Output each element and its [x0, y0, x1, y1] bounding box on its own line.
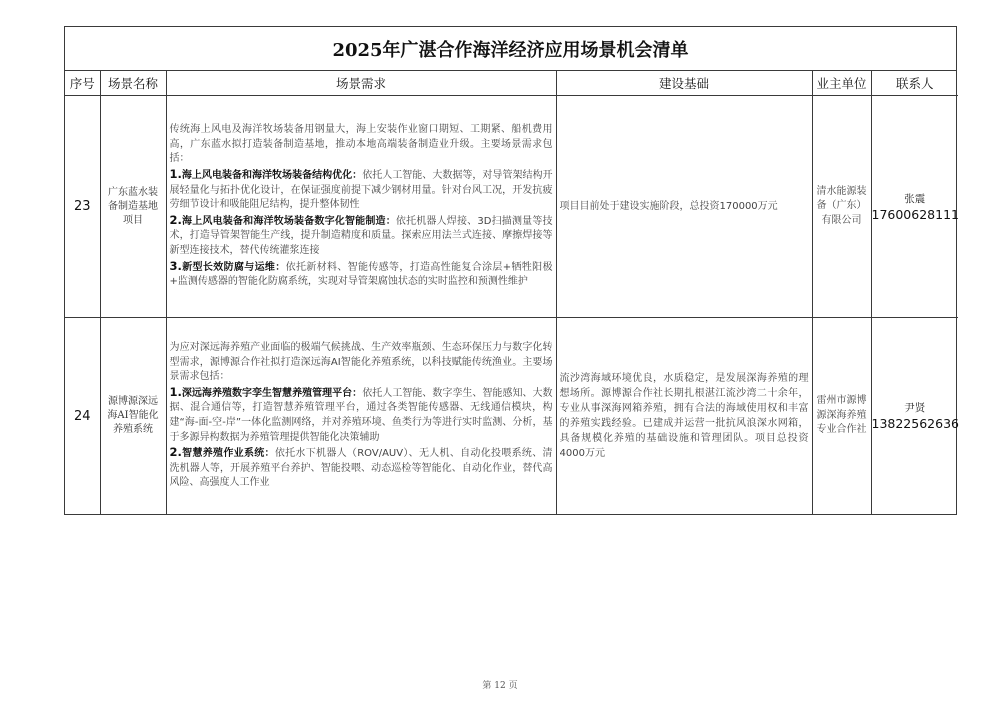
requirement-item-number: 1. — [169, 167, 182, 182]
requirement-item-text: 依托新材料、智能传感等，打造高性能复合涂层+牺牲阳极+监测传感器的智能化防腐系统，实现对导管架腐蚀状态的实时监控和预测性维护 — [169, 261, 553, 288]
row-index: 23 — [65, 96, 100, 318]
contact-phone: 17600628111 — [871, 206, 959, 222]
requirement-item-number: 3. — [169, 258, 182, 273]
requirement-item-number: 2. — [169, 212, 182, 227]
scene-name: 源博源深远海AI智能化养殖系统 — [100, 318, 166, 515]
document-title: 2025年广湛合作海洋经济应用场景机会清单 — [65, 27, 956, 71]
requirement-item-text: 依托水下机器人（ROV/AUV）、无人机、自动化投喂系统、清洗机器人等，开展养殖平台养护、智能投喂、动态巡检等智能化、自动化作业，替代高风险、高强度人工作业 — [169, 448, 553, 489]
requirement-item-text: 依托人工智能、大数据等，对导管架结构开展轻量化与拓扑优化设计，在保证强度前提下减少钢材用量。针对台风工况，开发抗疲劳细节设计和吸能阻尼结构，提升整体韧性 — [169, 170, 553, 211]
scene-name: 广东蓝水装备制造基地项目 — [100, 96, 166, 318]
row-index: 24 — [65, 318, 100, 515]
requirement-item-number: 2. — [169, 445, 182, 460]
scene-requirement — [166, 318, 556, 515]
requirement-intro: 传统海上风电及海洋牧场装备用钢量大，海上安装作业窗口期短、工期紧、船机费用高，广东蓝水拟打造装备制造基地，推动本地高端装备制造业升级。主要场景需求包括： — [169, 124, 553, 165]
opportunity-list-sheet — [64, 26, 957, 515]
header-owner-unit: 业主单位 — [812, 71, 871, 96]
requirement-item-text: 依托人工智能、数字孪生、智能感知、大数据、混合通信等，打造智慧养殖管理平台，通过各类智能传感器、无线通信模块，构建“海-面-空-岸”一体化监测网络，并对养殖环境、鱼类行为等进行实时监测、分析，基于多源异构数据为养殖管理提供智能化决策辅助 — [169, 387, 553, 443]
requirement-item — [170, 385, 553, 445]
contact — [871, 318, 958, 515]
owner-unit: 清水能源装备（广东）有限公司 — [812, 96, 871, 318]
contact-phone: 13822562636 — [871, 416, 959, 431]
requirement-item — [170, 167, 553, 213]
table-row — [65, 318, 958, 515]
contact — [871, 96, 958, 318]
header-index: 序号 — [65, 71, 100, 96]
header-construction-basis: 建设基础 — [556, 71, 812, 96]
page-number: 第 12 页 — [482, 681, 518, 691]
requirement-item-title: 智慧养殖作业系统： — [181, 448, 275, 460]
owner-unit: 雷州市源博源深海养殖专业合作社 — [812, 318, 871, 515]
table-header-row — [65, 71, 958, 96]
requirement-item-title: 海上风电装备和海洋牧场装备结构优化： — [181, 170, 363, 182]
requirement-item-text: 依托机器人焊接、3D扫描测量等技术，打造导管架智能生产线，提升制造精度和质量。探索应用法兰式连接、摩擦焊接等新型连接技术，替代传统灌浆连接 — [169, 215, 553, 256]
construction-basis — [556, 96, 812, 318]
requirement-item-title: 深远海养殖数字孪生智慧养殖管理平台： — [181, 387, 363, 399]
requirement-item-title: 海上风电装备和海洋牧场装备数字化智能制造： — [181, 215, 396, 227]
table-row — [65, 96, 958, 318]
construction-basis-text: 流沙湾海域环境优良，水质稳定，是发展深海养殖的理想场所。源博源合作社长期扎根湛江流沙湾二十余年，专业从事深海网箱养殖，拥有合法的海域使用权和丰富的养殖实践经验。已建成并运营一批抗风浪深水网箱，具备规模化养殖的基础设施和管理团队。项目总投资4000万元 — [559, 373, 809, 459]
construction-basis-text: 项目目前处于建设实施阶段，总投资170000万元 — [559, 201, 778, 212]
contact-person: 张震 — [904, 192, 926, 205]
requirement-item-title: 新型长效防腐与运维： — [181, 261, 286, 273]
header-scene-requirement: 场景需求 — [166, 71, 556, 96]
requirement-intro: 为应对深远海养殖产业面临的极端气候挑战、生产效率瓶颈、生态环保压力与数字化转型需求，源博源合作社拟打造深远海AI智能化养殖系统，以科技赋能传统渔业。主要场景需求包括： — [169, 342, 553, 383]
requirement-item — [170, 213, 553, 259]
construction-basis — [556, 318, 812, 515]
requirement-item — [170, 259, 553, 290]
scene-requirement — [166, 96, 556, 318]
requirement-item — [170, 445, 553, 491]
contact-person: 尹贤 — [904, 402, 926, 414]
requirement-item-number: 1. — [169, 384, 182, 399]
opportunity-table — [65, 71, 958, 514]
header-contact: 联系人 — [871, 71, 958, 96]
header-scene-name: 场景名称 — [100, 71, 166, 96]
